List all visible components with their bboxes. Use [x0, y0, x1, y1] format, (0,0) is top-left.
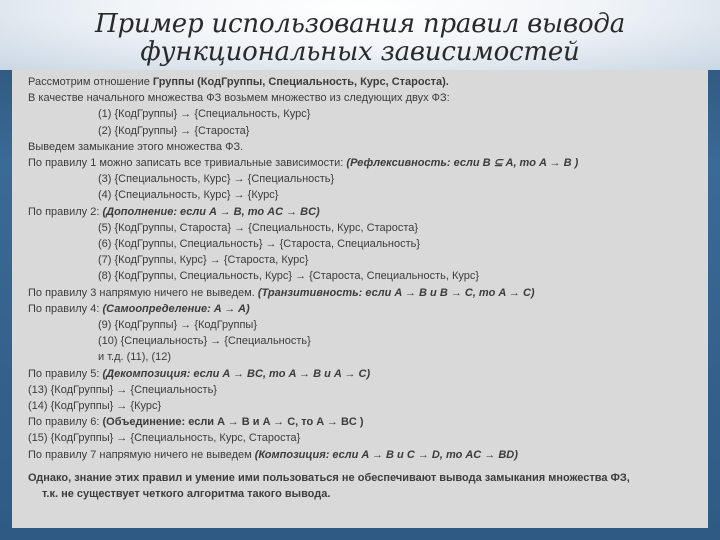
slide-content — [12, 70, 708, 528]
rule-2-line: По правилу 2: (Дополнение: если A → B, то AC → BC) — [28, 205, 320, 218]
spacer — [28, 463, 694, 470]
conclusion-line-1: Однако, знание этих правил и умение ими пользоваться не обеспечивают вывода замыкания множества ФЗ, — [28, 471, 630, 484]
rule-3-line: По правилу 3 напрямую ничего не выведем. (Транзитивность: если A → B и B → C, то A → C) — [28, 286, 535, 299]
fd-1: (1) {КодГруппы} → {Специальность, Курс} — [98, 108, 311, 121]
fd-8: (8) {КодГруппы, Специальность, Курс} → {Староста, Специальность, Курс} — [98, 270, 480, 283]
fd-7: (7) {КодГруппы, Курс} → {Староста, Курс} — [98, 254, 309, 267]
rule-5-line: По правилу 5: (Декомпозиция: если A → BC, то A → B и A → C) — [28, 367, 371, 380]
slide-header — [0, 0, 720, 70]
fd-4: (4) {Специальность, Курс} → {Курс} — [98, 189, 279, 202]
fd-10: (10) {Специальность} → {Специальность} — [98, 335, 311, 348]
rule-7-line: По правилу 7 напрямую ничего не выведем (Композиция: если A → B и C → D, то AC → BD) — [28, 448, 518, 461]
fd-3: (3) {Специальность, Курс} → {Специальность} — [98, 173, 335, 186]
fd-5: (5) {КодГруппы, Староста} → {Специальность, Курс, Староста} — [98, 221, 419, 234]
fd-15: (15) {КодГруппы} → {Специальность, Курс, Староста} — [28, 432, 301, 445]
closure-line: Выведем замыкание этого множества ФЗ. — [28, 140, 244, 153]
fd-9: (9) {КодГруппы} → {КодГруппы} — [98, 319, 258, 332]
slide-title: Пример использования правил вывода функциональных зависимостей — [94, 9, 625, 67]
intro-line: Рассмотрим отношение Группы (КодГруппы, Специальность, Курс, Староста). — [28, 76, 449, 88]
initial-set-line: В качестве начального множества ФЗ возьмем множество из следующих двух ФЗ: — [28, 92, 450, 105]
rule-1-line: По правилу 1 можно записать все тривиальные зависимости: (Рефлексивность: если B ⊆ A, то A → B ) — [28, 157, 579, 170]
fd-6: (6) {КодГруппы, Специальность} → {Староста, Специальность} — [98, 238, 421, 251]
fd-etc: и т.д. (11), (12) — [98, 351, 172, 364]
rule-4-line: По правилу 4: (Самоопределение: A → A) — [28, 302, 250, 315]
fd-2: (2) {КодГруппы} → {Староста} — [98, 124, 250, 137]
fd-13: (13) {КодГруппы} → {Специальность} — [28, 383, 217, 396]
rule-6-line: По правилу 6: (Объединение: если A → B и A → C, то A → BC ) — [28, 416, 364, 429]
conclusion-line-2: т.к. не существует четкого алгоритма такого вывода. — [42, 488, 331, 501]
fd-14: (14) {КодГруппы} → {Курс} — [28, 400, 162, 413]
